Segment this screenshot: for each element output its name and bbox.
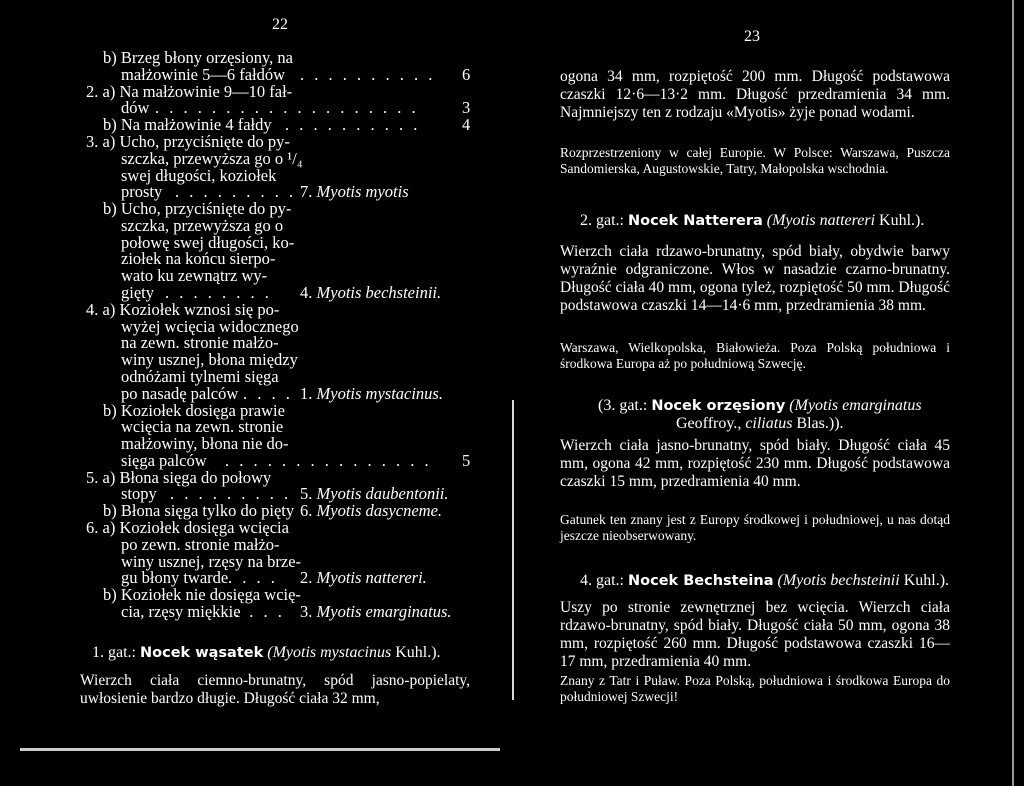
key-row: b) Brzeg błony orzęsiony, na: [103, 48, 293, 67]
key-reference-number: 6: [462, 65, 471, 84]
key-reference-number: 3: [462, 98, 471, 117]
paragraph-ogona: ogona 34 mm, rozpiętość 200 mm. Długość podstawowa czaszki 12·6—13·2 mm. Długość przedramienia 34 mm. Najmniejszy ten z rodzaju «Myotis» żyje ponad wodami.: [560, 68, 950, 121]
heading-prefix: (3. gat.:: [598, 397, 652, 414]
key-result-species: [300, 283, 441, 303]
dot-leader: . . . .: [228, 568, 278, 587]
key-row: gięty: [121, 283, 154, 302]
key-row: po zewn. stronie małżo-: [121, 535, 280, 554]
page-number-left: 22: [272, 16, 288, 33]
heading-common-name: Nocek wąsatek: [140, 645, 264, 661]
key-result-name: Myotis mystacinus.: [316, 384, 443, 403]
paragraph-bechsteina: Uszy po stronie zewnętrznej bez wcięcia. Wierzch ciała rdzawo-brunatny, spód biały. Długość ciała 50 mm, ogona 38 mm, rozpiętość 260 mm. Długość podstawowa czaszki 16—17 mm, przedramienia 40 mm.: [560, 599, 950, 670]
section-heading-1: [92, 644, 441, 662]
key-row: wcięcia na zewn. stronie: [121, 417, 284, 436]
key-row: małżowiny, błona nie do-: [121, 434, 289, 453]
key-row: po nasadę palców: [121, 384, 239, 403]
heading-author: Kuhl.).: [875, 212, 925, 229]
key-reference-number: 5: [462, 451, 471, 470]
heading-common-name: Nocek orzęsiony: [651, 398, 786, 414]
key-row: b) Ucho, przyciśnięte do py-: [103, 199, 292, 218]
heading-author: Kuhl.).: [899, 572, 950, 589]
bottom-scan-bar: [20, 748, 500, 751]
dot-leader: . . . . . . . . .: [175, 182, 297, 201]
key-result-number: 5.: [300, 484, 317, 503]
key-result-number: 3.: [300, 602, 317, 621]
heading-latin-name: (Myotis mystacinus: [267, 644, 392, 661]
paragraph-distribution-3: Gatunek ten znany jest z Europy środkowej i południowej, u nas dotąd jeszcze nieobserwowany.: [560, 512, 950, 543]
key-result-number: 4.: [300, 283, 317, 302]
page-number-right: 23: [744, 28, 760, 45]
heading-latin-name: (Myotis emarginatus: [789, 397, 922, 414]
paragraph-orzesiony: Wierzch ciała jasno-brunatny, spód biały. Długość ciała 45 mm, ogona 42 mm, rozpiętość 230 mm. Długość podstawowa czaszki 15 mm, przedramienia 40 mm.: [560, 437, 950, 490]
dot-leader: . . . . . . . .: [165, 283, 272, 302]
key-row: szczka, przewyższa go o: [121, 216, 284, 235]
key-result-number: 2.: [300, 568, 317, 587]
heading-prefix: 1. gat.:: [92, 644, 140, 661]
key-result-name: Myotis dasycneme.: [316, 501, 443, 520]
dot-leader: . . . . . . . . . .: [285, 115, 421, 134]
heading-synonym: ciliatus: [745, 415, 793, 432]
key-result-number: 6.: [300, 501, 317, 520]
left-page: [0, 0, 508, 786]
gutter-line: [512, 400, 514, 700]
key-row: na zewn. stronie małżo-: [121, 333, 279, 352]
key-result-species: [300, 182, 409, 202]
key-row: stopy: [121, 484, 157, 503]
key-result-name: Myotis myotis: [316, 182, 409, 201]
paragraph-natterera: Wierzch ciała rdzawo-brunatny, spód biały, obydwie barwy wyraźnie odgraniczone. Włos w nasadzie czarno-brunatny. Długość ciała 40 mm, ogona tyleż, rozpiętość 50 mm. Długość podstawowa czaszki 14—14·6 mm, przedramienia 38 mm.: [560, 243, 950, 314]
dot-leader: . . . .: [243, 384, 293, 403]
dot-leader: . . . . . . . . . . . . . . . . . . .: [155, 98, 419, 117]
dot-leader: . . . . . . . . . .: [300, 65, 436, 84]
key-reference-number: 4: [462, 115, 471, 134]
key-row: dów: [121, 98, 150, 117]
key-row: szczka, przewyższa go o ¹/₄: [121, 149, 303, 168]
paragraph-wasatek: Wierzch ciała ciemno-brunatny, spód jasno-popielaty, uwłosienie bardzo długie. Długość ciała 32 mm,: [80, 672, 470, 707]
key-row: sięga palców: [121, 451, 207, 470]
key-row: 6. a) Koziołek dosięga wcięcia: [86, 518, 289, 537]
key-row: 2. a) Na małżowinie 9—10 fał-: [86, 82, 293, 101]
key-result-name: Myotis emarginatus.: [316, 602, 452, 621]
key-row: wato ku zewnątrz wy-: [121, 266, 268, 285]
key-row: winy usznej, błona między: [121, 350, 298, 369]
key-result-species: [300, 602, 452, 622]
key-row: prosty: [121, 182, 163, 201]
paragraph-distribution-2: Warszawa, Wielkopolska, Białowieża. Poza Polską południowa i środkowa Europa aż po południową Szwecję.: [560, 340, 950, 371]
dot-leader: . . . .: [235, 602, 285, 621]
heading-prefix: 2. gat.:: [580, 212, 628, 229]
heading-common-name: Nocek Bechsteina: [628, 573, 774, 589]
key-row: b) Na małżowinie 4 fałdy: [103, 115, 272, 134]
heading-latin-name: (Myotis nattereri: [766, 212, 876, 229]
key-row: b) Koziołek nie dosięga wcię-: [103, 585, 301, 604]
heading-author: Blas.)).: [792, 415, 844, 432]
key-result-species: [300, 568, 427, 588]
paragraph-distribution-1: Rozprzestrzeniony w całej Europie. W Polsce: Warszawa, Puszcza Sandomierska, Augustowskie, Tatry, Małopolska wschodnia.: [560, 145, 950, 176]
key-result-species: [300, 384, 443, 404]
key-row: cia, rzęsy miękkie: [121, 602, 241, 621]
heading-common-name: Nocek Natterera: [628, 213, 763, 229]
key-result-name: Myotis nattereri.: [316, 568, 427, 587]
key-row: wyżej wcięcia widocznego: [121, 317, 299, 336]
key-row: ziołek na końcu sierpo-: [121, 249, 276, 268]
right-edge-line: [1012, 0, 1014, 786]
key-row: 3. a) Ucho, przyciśnięte do py-: [86, 132, 290, 151]
key-row: winy usznej, rzęsy na brze-: [121, 552, 302, 571]
key-row: b) Błona sięga tylko do pięty: [103, 501, 295, 520]
section-heading-2: [580, 212, 924, 230]
dot-leader: . . . . . . . . .: [170, 484, 292, 503]
key-row: odnóżami tylnemi sięga: [121, 367, 279, 386]
key-row: małżowinie 5—6 fałdów: [121, 65, 286, 84]
section-heading-3: [598, 397, 958, 433]
dot-leader: . . . . . . . . . . . . . . .: [225, 451, 432, 470]
heading-author: Geoffroy.,: [676, 415, 746, 432]
key-result-species: [300, 501, 442, 521]
key-row: połowę swej długości, ko-: [121, 233, 295, 252]
key-row: swej długości, koziołek: [121, 166, 277, 185]
key-result-number: 1.: [300, 384, 317, 403]
heading-author: Kuhl.).: [391, 644, 441, 661]
heading-prefix: 4. gat.:: [580, 572, 628, 589]
key-result-name: Myotis daubentonii.: [316, 484, 449, 503]
key-row: gu błony twarde: [121, 568, 229, 587]
paragraph-distribution-4: Znany z Tatr i Puław. Poza Polską, południowa i środkowa Europa do południowej Szwecji!: [560, 673, 950, 704]
key-result-name: Myotis bechsteinii.: [316, 283, 442, 302]
heading-latin-name: (Myotis bechsteinii: [777, 572, 900, 589]
key-result-number: 7.: [300, 182, 317, 201]
section-heading-4: [580, 572, 949, 590]
key-row: 5. a) Błona sięga do połowy: [86, 468, 272, 487]
key-row: 4. a) Koziołek wznosi się po-: [86, 300, 280, 319]
key-row: b) Koziołek dosięga prawie: [103, 401, 285, 420]
